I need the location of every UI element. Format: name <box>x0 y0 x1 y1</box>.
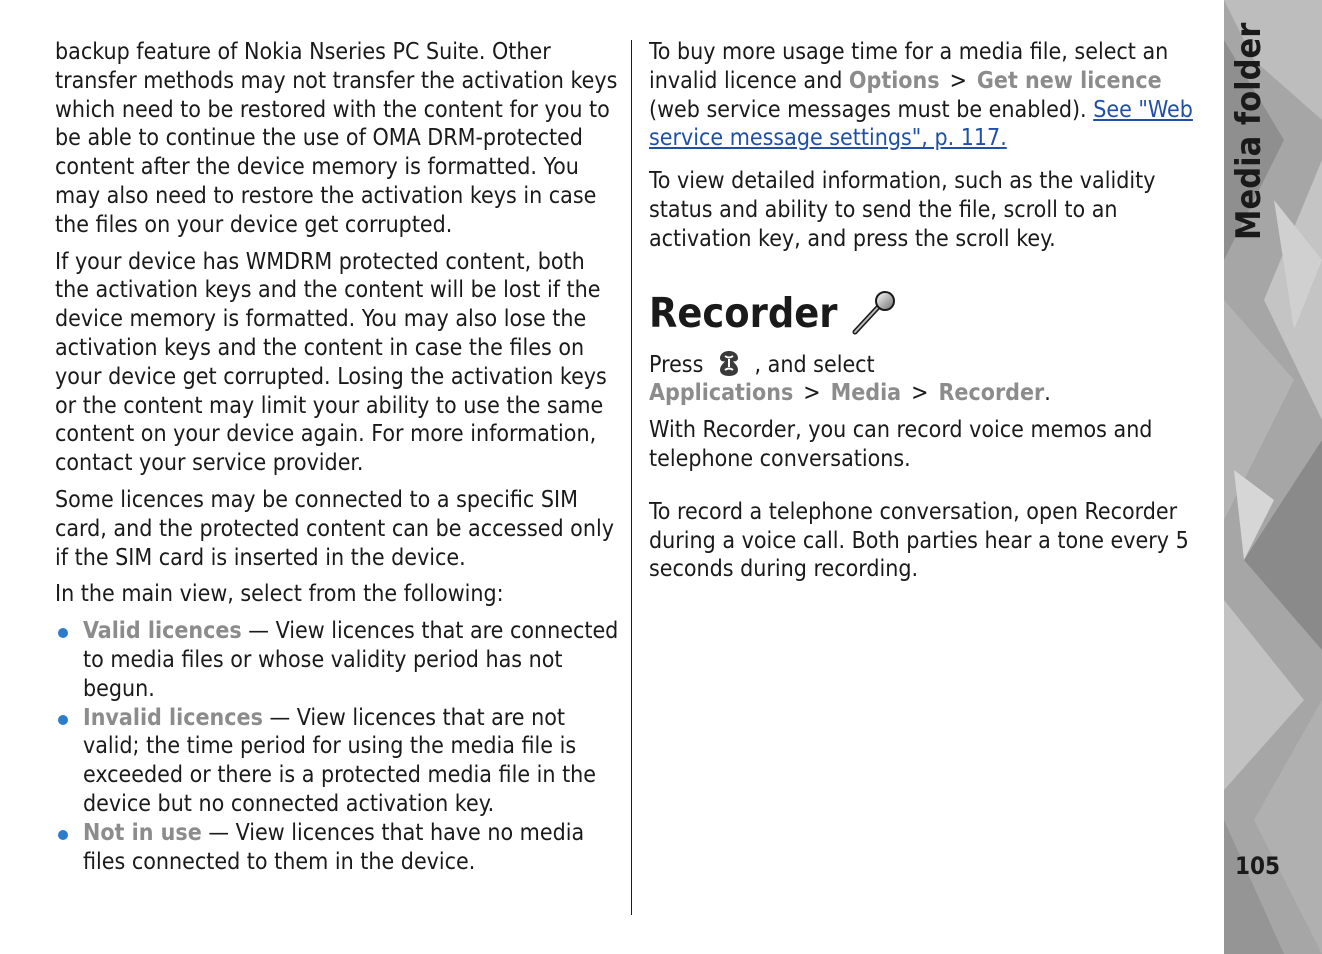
paragraph: To view detailed information, such as the validity status and ability to send the file, scroll to an activation key, and press the scroll key. <box>649 168 1156 252</box>
right-column <box>649 38 1214 592</box>
menu-path-media: Media <box>830 380 902 407</box>
paragraph: Some licences may be connected to a specific SIM card, and the protected content can be accessed only if the SIM card is inserted in the device. <box>55 486 614 571</box>
bullet-icon <box>58 628 68 638</box>
paragraph-text: To buy more usage time for a media file, select an invalid licence and <box>649 39 1169 94</box>
paragraph: In the main view, select from the following: <box>55 581 504 608</box>
licence-options-list <box>55 617 623 876</box>
left-column <box>55 38 623 876</box>
item-description: — View licences that are connected to media files or whose validity period has not begun. <box>83 618 619 702</box>
bullet-icon <box>58 830 68 840</box>
menu-path-get-new-licence: Get new licence <box>976 67 1162 94</box>
section-heading <box>649 288 1214 338</box>
menu-path-applications: Applications <box>649 380 794 407</box>
paragraph: With Recorder, you can record voice memos and telephone conversations. <box>649 417 1153 472</box>
menu-path-options: Options <box>848 67 940 94</box>
paragraph: backup feature of Nokia Nseries PC Suite. Other transfer methods may not transfer the activation keys which need to be restored with the content for you to be able to continue the use of OMA DRM-protected content after the device memory is formatted. You may also need to restore the activation keys in case the files on your device get corrupted. <box>55 39 618 238</box>
menu-term: Valid licences <box>83 618 242 645</box>
menu-key-icon <box>716 348 742 378</box>
paragraph-text: (web service messages must be enabled). <box>649 96 1094 123</box>
menu-separator: > <box>949 67 967 94</box>
column-divider <box>631 40 632 915</box>
paragraph-text: Press <box>649 351 704 378</box>
page-number: 105 <box>1235 852 1281 880</box>
web-service-settings-link[interactable]: See "Web service message settings", p. 117. <box>649 96 1193 152</box>
list-item <box>55 704 623 819</box>
paragraph: If your device has WMDRM protected content, both the activation keys and the content will be lost if the device memory is formatted. You may also lose the activation keys and the content in case the files on your device get corrupted. Losing the activation keys or the content may limit your ability to use the same content on your device again. For more information, contact your service provider. <box>55 248 607 477</box>
section-title: Recorder <box>649 288 838 337</box>
chapter-title: Media folder <box>1229 22 1269 240</box>
buy-licence-paragraph <box>649 38 1214 153</box>
item-description: — View licences that have no media files connected to them in the device. <box>83 819 585 875</box>
menu-term: Not in use <box>83 819 202 846</box>
paragraph-text: . <box>1044 380 1051 407</box>
bullet-icon <box>58 715 68 725</box>
menu-separator: > <box>911 380 929 407</box>
list-item <box>55 617 623 703</box>
menu-path-recorder: Recorder <box>938 380 1045 407</box>
microphone-icon <box>851 290 897 336</box>
item-description: — View licences that are not valid; the time period for using the media file is exceeded or there is a protected media file in the device but no connected activation key. <box>83 704 597 817</box>
navigation-instruction <box>649 348 1214 409</box>
menu-separator: > <box>803 380 821 407</box>
paragraph-text: , and select <box>754 351 875 378</box>
menu-term: Invalid licences <box>83 704 263 731</box>
paragraph: To record a telephone conversation, open Recorder during a voice call. Both parties hear a tone every 5 seconds during recording. <box>649 498 1189 583</box>
list-item <box>55 819 623 877</box>
